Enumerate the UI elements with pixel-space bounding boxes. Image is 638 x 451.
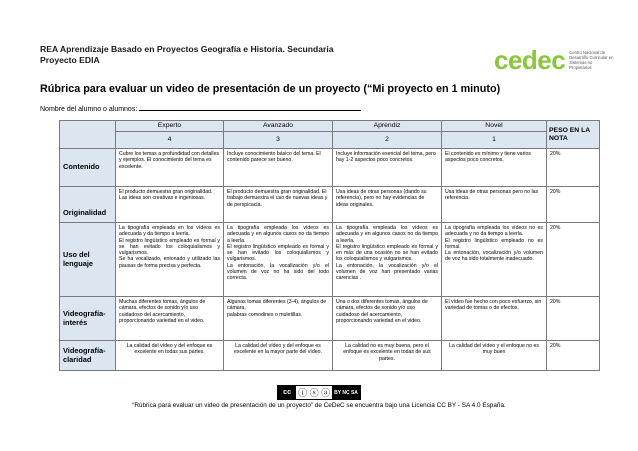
criterion-cell: Videografía- claridad (60, 341, 116, 371)
level-header: Avanzado (224, 121, 333, 132)
descriptor-cell: Usa ideas de otras personas pero no las referencia. (442, 187, 547, 223)
level-header: Experto (116, 121, 224, 132)
descriptor-cell: El producto demuestra gran originalidad. Las ideas son creativas e ingeniosas. (116, 187, 224, 223)
weight-cell: 20% (547, 297, 600, 341)
descriptor-cell: Cubre los temas a profundidad con detalles y ejemplos. El conocimiento del tema es excelente. (116, 149, 224, 187)
descriptor-cell: El contenido es mínimo y tiene varios aspectos poco concretos. (442, 149, 547, 187)
descriptor-cell: La calidad del vídeo y del enfoque es excelente en la mayor parte del vídeo. (224, 341, 333, 371)
weight-cell: 20% (547, 187, 600, 223)
descriptor-cell: La tipografía empleada los vídeos no es adecuada y no da tiempo a leerla. El registro lingüístico empleado no es formal. La entonación, vocalización y/o volumen de voz ha sido totalmente inadecuado. (442, 223, 547, 297)
logo-subtitle: Centro Nacional de Desarrollo Curricular en Sistemas no Propietarios (569, 49, 614, 71)
descriptor-cell: La tipografía empleada en los vídeos es adecuada y da tiempo a leerla. El registro lingüístico empleado es formal y se han evitado los coloquialismos y vulgarismos. Se ha vocalizado, entonado y utilizado las pausas de forma precisa y perfecta. (116, 223, 224, 297)
weight-header: PESO EN LA NOTA (547, 121, 600, 149)
criterion-cell: Originalidad (60, 187, 116, 223)
header-line-1: REA Aprendizaje Basado en Proyectos Geografía e Historia. Secundaria (40, 44, 334, 54)
score-header: 1 (442, 132, 547, 149)
corner-cell (60, 121, 116, 149)
descriptor-cell: La calidad no es muy buena, pero el enfoque es excelente en todas de sus partes. (333, 341, 442, 371)
descriptor-cell: La calidad del vídeo y el enfoque no es muy buen (442, 341, 547, 371)
logo-word: cedec (494, 45, 566, 75)
level-header: Novel (442, 121, 547, 132)
student-name-row (40, 103, 361, 113)
cc-terms-label: BY NC SA (332, 386, 360, 399)
descriptor-cell: La tipografía empleada los vídeos es adecuada y en algunos casos no da tiempo a leerla. El registro lingüístico empleado es formal y en más de una ocasión no se han evitado los coloquialismos y vulgarismos. La entonación, la vocalización y/o el volumen de voz han presentado varias carencias . (333, 223, 442, 297)
document-header (40, 44, 340, 66)
cc-icon: cc (278, 386, 296, 399)
descriptor-cell: Muchas diferentes tomas, ángulos de cámara, efectos de sonido y/o uso cuidadoso del acercamiento, proporcionando variedad en el video. (116, 297, 224, 341)
rubric-table (59, 120, 600, 371)
weight-cell: 20% (547, 223, 600, 297)
descriptor-cell: Una o dos diferentes tomas, ángulos de cámara, efectos de sonido y/o uso cuidadoso del acercamiento, proporcionando variedad en el video. (333, 297, 442, 341)
weight-cell: 20% (547, 341, 600, 371)
descriptor-cell: Usa ideas de otras personas (dando su referencia), pero no hay evidencias de ideas originales. (333, 187, 442, 223)
page-title: Rúbrica para evaluar un video de presentación de un proyecto (“Mi proyecto en 1 minuto) (40, 83, 501, 95)
descriptor-cell: Incluye información esencial del tema, pero hay 1-2 aspectos poco concretos. (333, 149, 442, 187)
score-header: 2 (333, 132, 442, 149)
license-badge-row (0, 381, 638, 400)
rubric-row (60, 341, 600, 371)
rubric-row (60, 223, 600, 297)
criterion-cell: Contenido (60, 149, 116, 187)
rubric-row (60, 149, 600, 187)
license-text: “Rúbrica para evaluar un video de presentación de un proyecto” de CeDeC se encuentra bajo una Licencia CC BY - SA 4.0 España. (132, 402, 506, 409)
header-line-2: Proyecto EDIA (40, 55, 100, 65)
score-header: 4 (116, 132, 224, 149)
descriptor-cell: El vídeo fue hecho con poco esfuerzo, sin variedad de tomas o de efectos. (442, 297, 547, 341)
cc-attribution-icons: ⓘ ⓢ ⓐ (298, 388, 331, 398)
descriptor-cell: El producto demuestra gran originalidad. El trabajo demuestra el uso de nuevas ideas y de perspicacia. (224, 187, 333, 223)
score-header: 3 (224, 132, 333, 149)
descriptor-cell: La tipografía empleada los vídeos es adecuada y en algunos casos no da tiempo a leerla. El registro lingüístico empleado es formal y se han evitado los coloquialismos y vulgarismos. La entonación, la vocalización y/o el volumen de voz no ha sido del todo correcta. (224, 223, 333, 297)
weight-cell: 20% (547, 149, 600, 187)
descriptor-cell: Algunas tomas diferentes (3-4), ángulos de cámara, palabras comodines o muletillas. (224, 297, 333, 341)
level-header: Aprendiz (333, 121, 442, 132)
descriptor-cell: Incluye conocimiento básico del tema. El contenido parece ser bueno. (224, 149, 333, 187)
cc-license-badge[interactable] (277, 385, 361, 400)
rubric-row (60, 187, 600, 223)
rubric-row (60, 297, 600, 341)
student-name-line[interactable] (139, 103, 361, 111)
descriptor-cell: La calidad del vídeo y del enfoque es excelente en todas sus partes. (116, 341, 224, 371)
cedec-logo (494, 43, 615, 77)
criterion-cell: Uso del lenguaje (60, 223, 116, 297)
student-name-label: Nombre del alumno o alumnos: (40, 106, 138, 113)
criterion-cell: Videografía- interés (60, 297, 116, 341)
